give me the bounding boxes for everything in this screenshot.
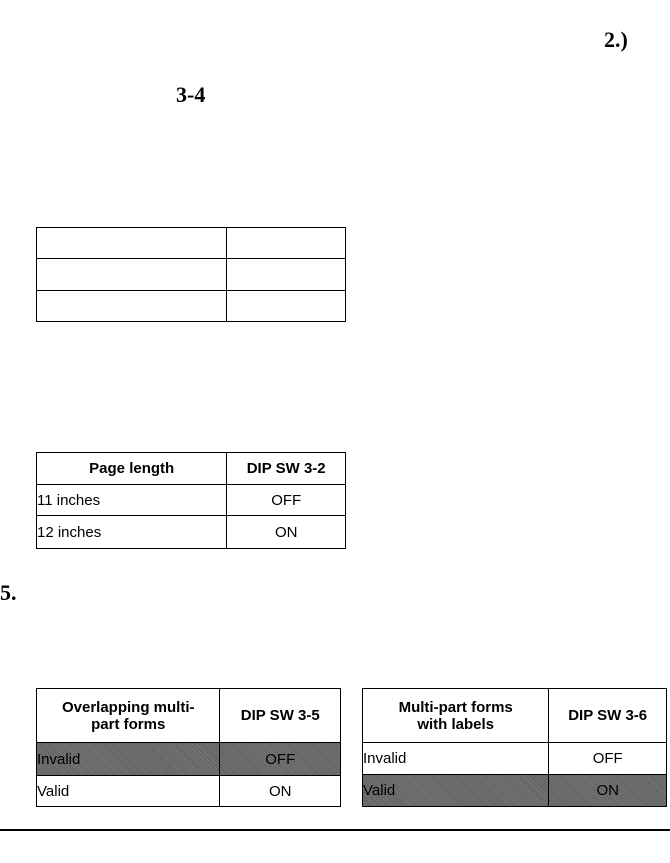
switch-value-cell: OFF <box>549 743 667 775</box>
shaded-row <box>37 743 341 776</box>
header-line: Multi-part forms <box>398 698 513 716</box>
labels-forms-table <box>362 688 667 807</box>
header-dip-switch: DIP SW 3-6 <box>549 689 667 743</box>
header-labels-forms <box>363 689 549 743</box>
blank-cell <box>37 228 227 259</box>
switch-value-cell: OFF <box>220 743 341 776</box>
switch-value-cell: ON <box>549 775 667 807</box>
switch-value-cell: ON <box>220 776 341 807</box>
blank-settings-table <box>36 227 346 322</box>
blank-cell <box>227 259 346 291</box>
setting-cell: Invalid <box>363 743 549 775</box>
page-length-table <box>36 452 346 549</box>
overlapping-forms-table <box>36 688 341 807</box>
setting-cell: Invalid <box>37 743 220 776</box>
header-dip-switch: DIP SW 3-5 <box>220 689 341 743</box>
header-dip-switch: DIP SW 3-2 <box>227 453 346 485</box>
step-number: 5. <box>0 580 17 605</box>
header-overlapping-forms <box>37 689 220 743</box>
shaded-row <box>363 775 667 807</box>
blank-cell <box>227 228 346 259</box>
blank-cell <box>37 291 227 322</box>
blank-cell <box>37 259 227 291</box>
setting-cell: Valid <box>37 776 220 807</box>
header-line: part forms <box>91 715 166 733</box>
page-fragment-top-right: 2.) <box>604 27 628 52</box>
setting-cell: 11 inches <box>37 485 227 516</box>
switch-value-cell: ON <box>227 516 346 549</box>
footer-rule <box>0 829 670 831</box>
setting-cell: 12 inches <box>37 516 227 549</box>
header-line: with labels <box>417 715 495 733</box>
section-reference: 3-4 <box>176 82 206 107</box>
switch-value-cell: OFF <box>227 485 346 516</box>
blank-cell <box>227 291 346 322</box>
header-page-length: Page length <box>37 453 227 485</box>
header-line: Overlapping multi- <box>61 698 195 716</box>
setting-cell: Valid <box>363 775 549 807</box>
